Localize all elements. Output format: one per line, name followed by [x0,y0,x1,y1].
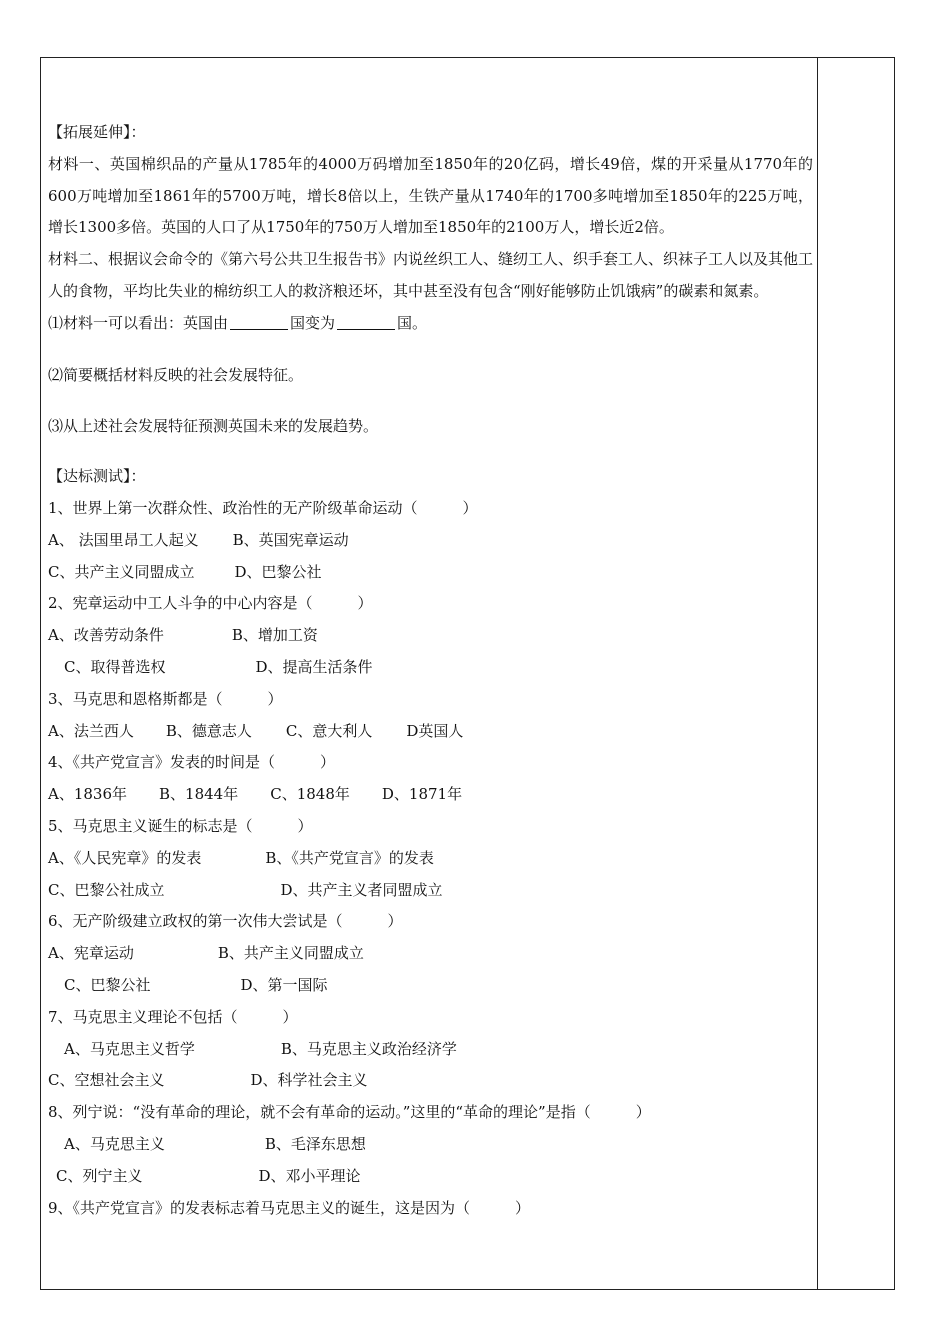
option: C、巴黎公社 [64,975,151,994]
option-row [48,843,813,875]
question-2: ⑵简要概括材料反映的社会发展特征。 [48,365,304,384]
option: A、宪章运动 [48,944,134,963]
option: D英国人 [406,721,464,740]
option: A、法兰西人 [48,721,134,740]
material-one: 材料一、英国棉织品的产量从1785年的4000万码增加至1850年的20亿码，增长49倍，煤的开采量从1770年的600万吨增加至1861年的5700万吨，增长8倍以上，生铁产量从1740年的1700多吨增加至1850年的225万吨，增长1300多倍。英国的人口了从1750年的750万人增加至1850年的2100万人，增长近2倍。 [48,154,813,237]
question-3: ⑶从上述社会发展特征预测英国未来的发展趋势。 [48,417,379,436]
option: B、马克思主义政治经济学 [280,1039,457,1058]
option-row [48,1034,813,1066]
option-row [48,652,813,684]
option-row [48,620,813,652]
option: A、 法国里昂工人起义 [48,530,199,549]
option: B、毛泽东思想 [264,1134,366,1153]
option: C、意大利人 [285,721,373,740]
test-question-stem: 7、马克思主义理论不包括（ ） [48,1007,298,1026]
option: B、增加工资 [231,626,318,645]
test-question-stem: 6、无产阶级建立政权的第一次伟大尝试是（ ） [48,912,403,931]
option: A、马克思主义哲学 [64,1039,195,1058]
option: B、共产主义同盟成立 [217,944,364,963]
option: A、《人民宪章》的发表 [48,848,202,867]
margin-column-divider [817,57,818,1290]
option: C、空想社会主义 [48,1071,165,1090]
test-question-stem: 1、世界上第一次群众性、政治性的无产阶级革命运动（ ） [48,498,478,517]
test-question-stem: 5、马克思主义诞生的标志是（ ） [48,816,313,835]
test-question-stem: 3、马克思和恩格斯都是（ ） [48,689,283,708]
test-question-stem: 8、列宁说：“没有革命的理论，就不会有革命的运动。”这里的“革命的理论”是指（ ） [48,1103,651,1122]
option-row [48,716,813,748]
test-question-stem: 9、《共产党宣言》的发表标志着马克思主义的诞生，这是因为（ ） [48,1198,531,1217]
option-row [48,525,813,557]
option: D、提高生活条件 [255,657,373,676]
option: C、列宁主义 [56,1166,143,1185]
option-row [48,1161,813,1193]
extension-heading: 【拓展延伸】： [48,123,146,141]
option: C、1848年 [270,785,350,804]
q1-text-c: 国。 [397,313,428,332]
q1-text-b: 国变为 [290,313,336,332]
option: A、1836年 [48,785,128,804]
option: C、共产主义同盟成立 [48,562,195,581]
option: D、共产主义者同盟成立 [280,880,443,899]
worksheet-content [48,117,813,1224]
answer-blank-2[interactable] [337,315,395,330]
option: A、马克思主义 [64,1134,165,1153]
question-1 [48,308,813,340]
test-heading: 【达标测试】： [48,467,146,486]
option: C、取得普选权 [64,657,166,676]
option: D、1871年 [381,785,463,804]
option-row [48,1129,813,1161]
option: B、英国宪章运动 [232,530,349,549]
option: D、第一国际 [240,975,328,994]
material-two: 材料二、根据议会命令的《第六号公共卫生报告书》内说丝织工人、缝纫工人、织手套工人、织袜子工人以及其他工人的食物，平均比失业的棉纺织工人的救济粮还坏，其中甚至没有包含“刚好能够防止饥饿病”的碳素和氮素。 [48,250,814,300]
option-row [48,1065,813,1097]
option-row [48,779,813,811]
option: A、改善劳动条件 [48,626,164,645]
option: C、巴黎公社成立 [48,880,165,899]
option-row [48,938,813,970]
option: D、巴黎公社 [234,562,322,581]
q1-text-a: ⑴材料一可以看出：英国由 [48,313,229,332]
option: D、科学社会主义 [250,1071,368,1090]
answer-blank-1[interactable] [230,315,288,330]
option: B、《共产党宣言》的发表 [265,848,434,867]
option-row [48,970,813,1002]
option: B、德意志人 [165,721,252,740]
option: D、邓小平理论 [258,1166,361,1185]
test-question-stem: 4、《共产党宣言》发表的时间是（ ） [48,753,336,772]
test-question-stem: 2、宪章运动中工人斗争的中心内容是（ ） [48,594,373,613]
option-row [48,557,813,589]
option-row [48,875,813,907]
option: B、1844年 [159,785,239,804]
